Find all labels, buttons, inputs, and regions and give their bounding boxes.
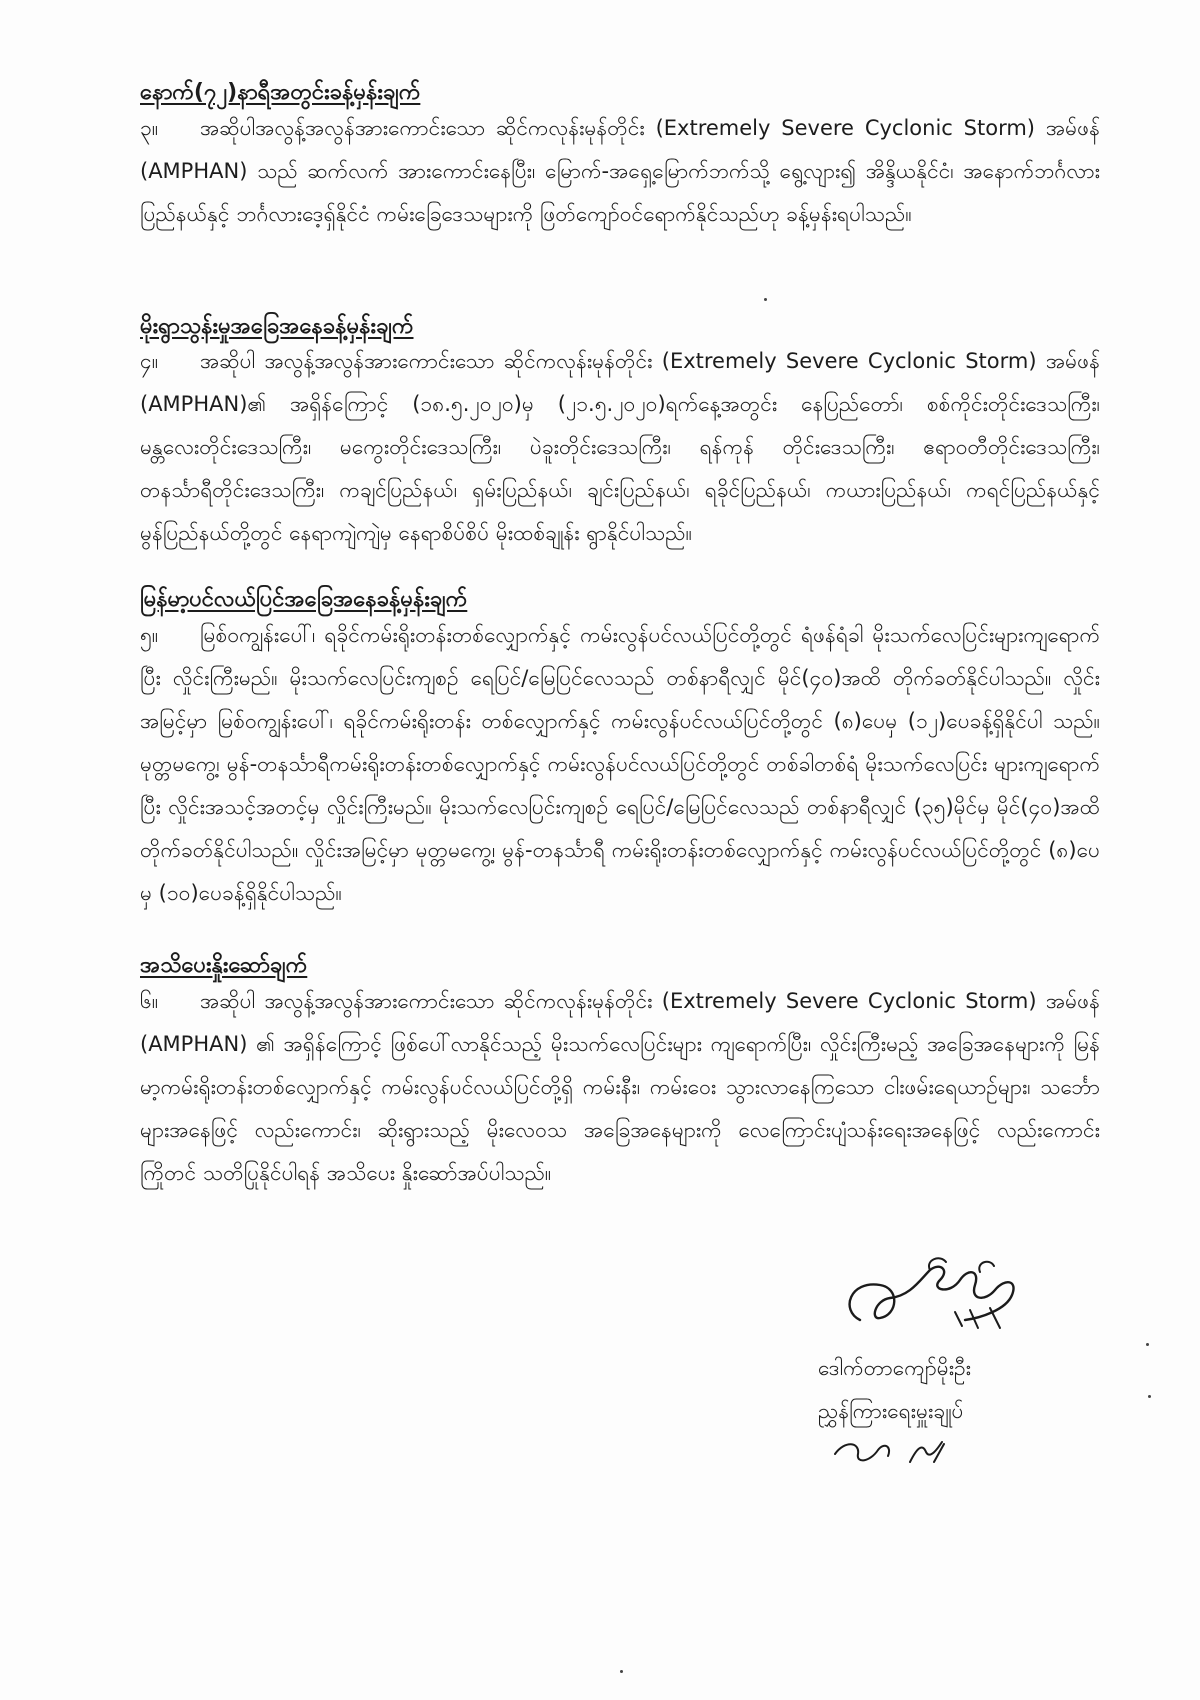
section-heading-rainfall-forecast: မိုးရွာသွန်းမှုအခြေအနေခန့်မှန်းချက် — [140, 314, 414, 339]
paragraph-body: အဆိုပါ အလွန့်အလွန်အားကောင်းသော ဆိုင်ကလုန်းမုန်တိုင်း (Extremely Severe Cyclonic Storm) အမ်ဖန် (AMPHAN) ၏ အရှိန်ကြောင့် ဖြစ်ပေါ်လာနိုင်သည့် မိုးသက်လေပြင်းများ ကျရောက်ပြီး၊ လှိုင်းကြီးမည့် အခြေအနေများကို မြန်မာ့ကမ်းရိုးတန်းတစ်လျှောက်နှင့် ကမ်းလွန်ပင်လယ်ပြင်တို့ရှိ ကမ်းနီး၊ ကမ်းဝေး သွားလာနေကြသော ငါးဖမ်းရေယာဉ်များ၊ သင်္ဘောများအနေဖြင့် လည်းကောင်း၊ ဆိုးရွားသည့် မိုးလေဝသ အခြေအနေများကို လေကြောင်းပျံသန်းရေးအနေဖြင့် လည်းကောင်း ကြိုတင် သတိပြုနိုင်ပါရန် အသိပေး နှိုးဆော်အပ်ပါသည်။ — [140, 989, 1100, 1185]
paragraph-5 — [140, 614, 1100, 915]
scan-speck — [1148, 1395, 1151, 1398]
scan-speck — [1146, 1343, 1149, 1346]
paragraph-body: အဆိုပါ အလွန့်အလွန်အားကောင်းသော ဆိုင်ကလုန်းမုန်တိုင်း (Extremely Severe Cyclonic Storm) အမ်ဖန် (AMPHAN)၏ အရှိန်ကြောင့် (၁၈.၅.၂၀၂၀)မှ (၂၁.၅.၂၀၂၀)ရက်နေ့အတွင်း နေပြည်တော်၊ စစ်ကိုင်းတိုင်းဒေသကြီး၊ မန္တလေးတိုင်းဒေသကြီး၊ မကွေးတိုင်းဒေသကြီး၊ ပဲခူးတိုင်းဒေသကြီး၊ ရန်ကုန် တိုင်းဒေသကြီး၊ ဧရာဝတီတိုင်းဒေသကြီး၊ တနင်္သာရီတိုင်းဒေသကြီး၊ ကချင်ပြည်နယ်၊ ရှမ်းပြည်နယ်၊ ချင်းပြည်နယ်၊ ရခိုင်ပြည်နယ်၊ ကယားပြည်နယ်၊ ကရင်ပြည်နယ်နှင့် မွန်ပြည်နယ်တို့တွင် နေရာကျဲကျဲမှ နေရာစိပ်စိပ် မိုးထစ်ချုန်း ရွာနိုင်ပါသည်။ — [140, 349, 1100, 545]
paragraph-6 — [140, 980, 1100, 1195]
signatory-name: ဒေါက်တာကျော်မိုးဦး — [818, 1356, 972, 1380]
section-heading-sea-forecast: မြန်မာ့ပင်လယ်ပြင်အခြေအနေခန့်မှန်းချက် — [140, 587, 468, 612]
paragraph-number: ၃။ — [140, 116, 159, 140]
handwritten-signature — [780, 1240, 1080, 1350]
initials-mark — [830, 1432, 1030, 1472]
section-heading-72hr-forecast: နောက်(၇၂)နာရီအတွင်းခန့်မှန်းချက် — [140, 80, 421, 105]
paragraph-body: မြစ်ဝကျွန်းပေါ်၊ ရခိုင်ကမ်းရိုးတန်းတစ်လျှောက်နှင့် ကမ်းလွန်ပင်လယ်ပြင်တို့တွင် ရံဖန်ရံခါ မိုးသက်လေပြင်းများကျရောက်ပြီး လှိုင်းကြီးမည်။ မိုးသက်လေပြင်းကျစဉ် ရေပြင်/မြေပြင်လေသည် တစ်နာရီလျှင် မိုင်(၄၀)အထိ တိုက်ခတ်နိုင်ပါသည်။ လှိုင်းအမြင့်မှာ မြစ်ဝကျွန်းပေါ်၊ ရခိုင်ကမ်းရိုးတန်း တစ်လျှောက်နှင့် ကမ်းလွန်ပင်လယ်ပြင်တို့တွင် (၈)ပေမှ (၁၂)ပေခန့်ရှိနိုင်ပါ သည်။ မုတ္တမကွေ့၊ မွန်-တနင်္သာရီကမ်းရိုးတန်းတစ်လျှောက်နှင့် ကမ်းလွန်ပင်လယ်ပြင်တို့တွင် တစ်ခါတစ်ရံ မိုးသက်လေပြင်း များကျရောက်ပြီး လှိုင်းအသင့်အတင့်မှ လှိုင်းကြီးမည်။ မိုးသက်လေပြင်းကျစဉ် ရေပြင်/မြေပြင်လေသည် တစ်နာရီလျှင် (၃၅)မိုင်မှ မိုင်(၄၀)အထိ တိုက်ခတ်နိုင်ပါသည်။ လှိုင်းအမြင့်မှာ မုတ္တမကွေ့၊ မွန်-တနင်္သာရီ ကမ်းရိုးတန်းတစ်လျှောက်နှင့် ကမ်းလွန်ပင်လယ်ပြင်တို့တွင် (၈)ပေမှ (၁၀)ပေခန့်ရှိနိုင်ပါသည်။ — [140, 623, 1100, 905]
paragraph-3 — [140, 107, 1100, 236]
paragraph-number: ၆။ — [140, 989, 159, 1013]
paragraph-4 — [140, 340, 1100, 555]
paragraph-body: အဆိုပါအလွန့်အလွန်အားကောင်းသော ဆိုင်ကလုန်းမုန်တိုင်း (Extremely Severe Cyclonic Storm) အမ်ဖန် (AMPHAN) သည် ဆက်လက် အားကောင်းနေပြီး၊ မြောက်-အရှေ့မြောက်ဘက်သို့ ရွေ့လျား၍ အိန္ဒိယနိုင်ငံ၊ အနောက်ဘင်္ဂလားပြည်နယ်နှင့် ဘင်္ဂလားဒေ့ရှ်နိုင်ငံ ကမ်းခြေဒေသများကို ဖြတ်ကျော်ဝင်ရောက်နိုင်သည်ဟု ခန့်မှန်းရပါသည်။ — [140, 116, 1100, 226]
signatory-title: ညွှန်ကြားရေးမှူးချုပ် — [818, 1399, 964, 1423]
scan-speck — [764, 298, 767, 301]
section-heading-advisory: အသိပေးနှိုးဆော်ချက် — [140, 953, 308, 978]
paragraph-number: ၅။ — [140, 623, 159, 647]
signature-block — [780, 1240, 1080, 1480]
paragraph-number: ၄။ — [140, 349, 159, 373]
scan-speck — [620, 1670, 623, 1673]
